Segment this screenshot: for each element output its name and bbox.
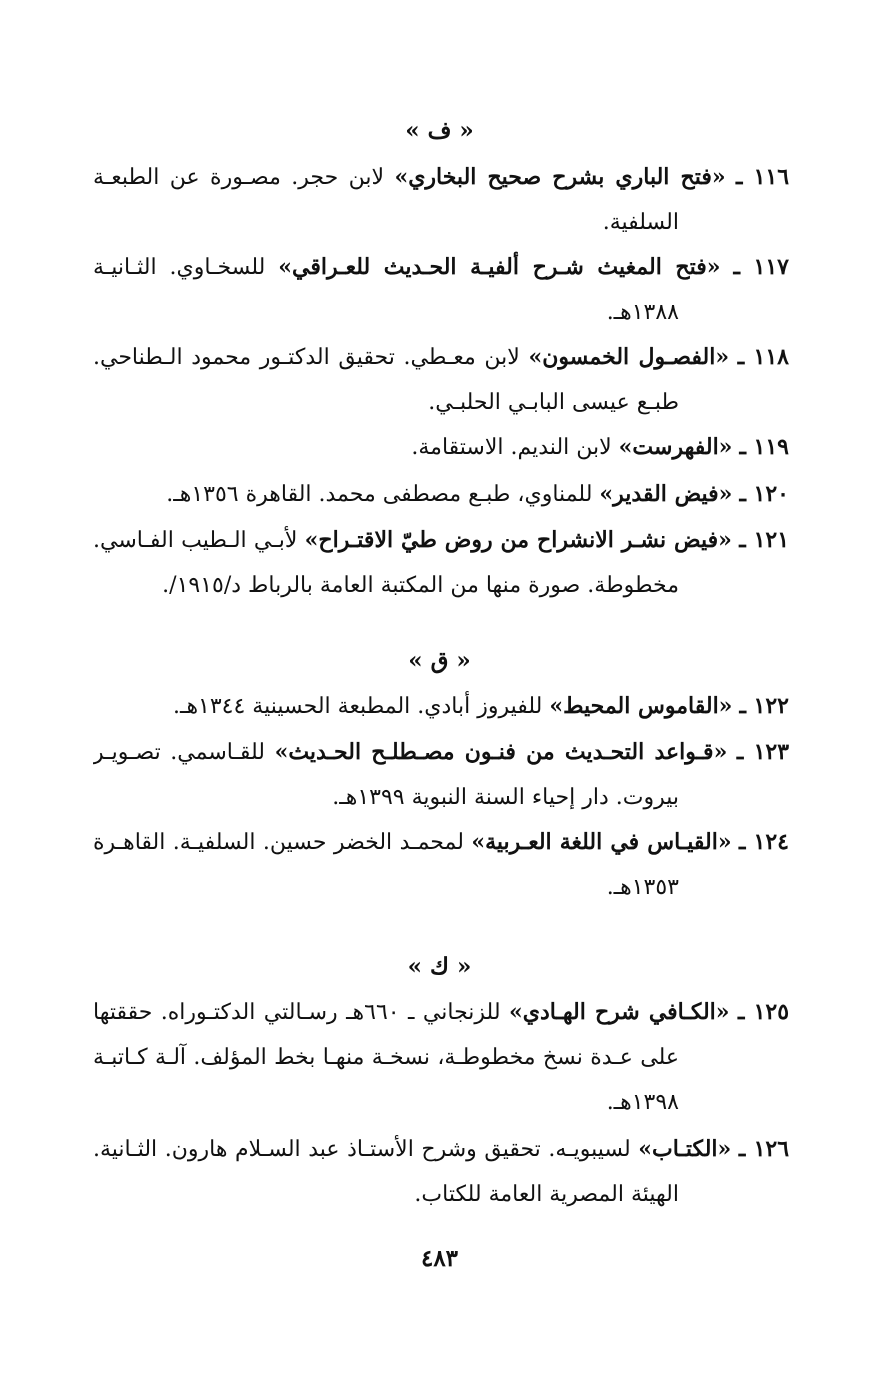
entry-details: للقـاسمي. تصـويـر xyxy=(93,740,275,765)
entry-number: ١٢٣ ـ xyxy=(736,739,789,765)
entry-details: لابن النديم. الاستقامة. xyxy=(411,435,619,460)
entry-title: «الفهرست» xyxy=(618,434,733,460)
bibliography-entry xyxy=(93,684,789,729)
bibliography-entry xyxy=(93,155,789,245)
bibliography-entry xyxy=(93,990,789,1125)
entry-continuation: ١٣٨٨هـ. xyxy=(606,300,679,325)
section-heading-kaf: « ك » xyxy=(407,953,472,980)
entry-continuation: على عـدة نسخ مخطوطـة، نسخـة منهـا بخط المؤلف. آلـة كـاتبـة xyxy=(93,1045,679,1070)
entry-continuation: مخطوطة. صورة منها من المكتبة العامة بالرباط د/١٩١٥/. xyxy=(162,573,679,598)
entry-details: لابن حجر. مصـورة عن الطبعـة xyxy=(93,165,395,190)
entry-title: «الكـافي شرح الهـادي» xyxy=(508,999,730,1025)
bibliography-entry xyxy=(93,245,789,335)
entry-number: ١٢٤ ـ xyxy=(739,829,789,855)
entry-number: ١١٨ ـ xyxy=(737,344,789,370)
entry-number: ١٢٠ ـ xyxy=(739,481,789,507)
bibliography-entry xyxy=(93,472,789,517)
bibliography-entry xyxy=(93,1127,789,1217)
entry-details: للمناوي، طبـع مصطفى محمد. القاهرة ١٣٥٦هـ. xyxy=(166,482,600,507)
entry-number: ١١٦ ـ xyxy=(736,164,789,190)
entry-title: «فيض القدير» xyxy=(599,481,733,507)
entry-title: «القيـاس في اللغة العـربية» xyxy=(471,829,732,855)
entry-continuation: ١٣٥٣هـ. xyxy=(606,875,679,900)
entry-number: ١١٧ ـ xyxy=(733,254,789,280)
bibliography-entry xyxy=(93,335,789,425)
entry-details: للزنجاني ـ ٦٦٠هـ رسـالتي الدكتـوراه. حققتها xyxy=(93,1000,509,1025)
bibliography-entry xyxy=(93,425,789,470)
section-heading-fa: « ف » xyxy=(405,117,474,144)
entry-details: للسخـاوي. الثـانيـة xyxy=(93,255,279,280)
entry-number: ١٢١ ـ xyxy=(739,527,789,553)
entry-title: «الكتـاب» xyxy=(638,1136,732,1162)
entry-details: لمحمـد الخضر حسين. السلفيـة. القاهـرة xyxy=(93,830,472,855)
entry-continuation: ١٣٩٨هـ. xyxy=(606,1090,679,1115)
entry-title: «قـواعد التحـديث من فنـون مصـطلـح الحـديث» xyxy=(274,739,728,765)
bibliography-entry xyxy=(93,730,789,820)
entry-title: «القاموس المحيط» xyxy=(549,693,733,719)
entry-number: ١٢٥ ـ xyxy=(738,999,789,1025)
entry-title: «الفصـول الخمسون» xyxy=(528,344,730,370)
entry-details: لأبـي الـطيب الفـاسي. xyxy=(93,528,305,553)
entry-number: ١٢٢ ـ xyxy=(739,693,789,719)
entry-details: لابن معـطي. تحقيق الدكتـور محمود الـطناحي. xyxy=(93,345,529,370)
entry-continuation: بيروت. دار إحياء السنة النبوية ١٣٩٩هـ. xyxy=(332,785,679,810)
bibliography-entry xyxy=(93,820,789,910)
entry-details: لسيبويـه. تحقيق وشرح الأستـاذ عبد السـلام هارون. الثـانية. xyxy=(93,1137,639,1162)
entry-details: للفيروز أبادي. المطبعة الحسينية ١٣٤٤هـ. xyxy=(173,694,550,719)
entry-number: ١١٩ ـ xyxy=(739,434,789,460)
page-number: ٤٨٣ xyxy=(420,1245,459,1272)
bibliography-entry xyxy=(93,518,789,608)
entry-number: ١٢٦ ـ xyxy=(738,1136,789,1162)
section-heading-qaf: « ق » xyxy=(408,647,471,674)
entry-continuation: الهيئة المصرية العامة للكتاب. xyxy=(414,1182,679,1207)
entry-title: «فتح المغيث شـرح ألفيـة الحـديث للعـراقي» xyxy=(278,254,721,280)
entry-continuation: السلفية. xyxy=(602,210,679,235)
entry-title: «فيض نشـر الانشراح من روض طيّ الاقتـراح» xyxy=(304,527,732,553)
entry-continuation: طبـع عيسى البابـي الحلبـي. xyxy=(428,390,679,415)
entry-title: «فتح الباري بشرح صحيح البخاري» xyxy=(394,164,726,190)
